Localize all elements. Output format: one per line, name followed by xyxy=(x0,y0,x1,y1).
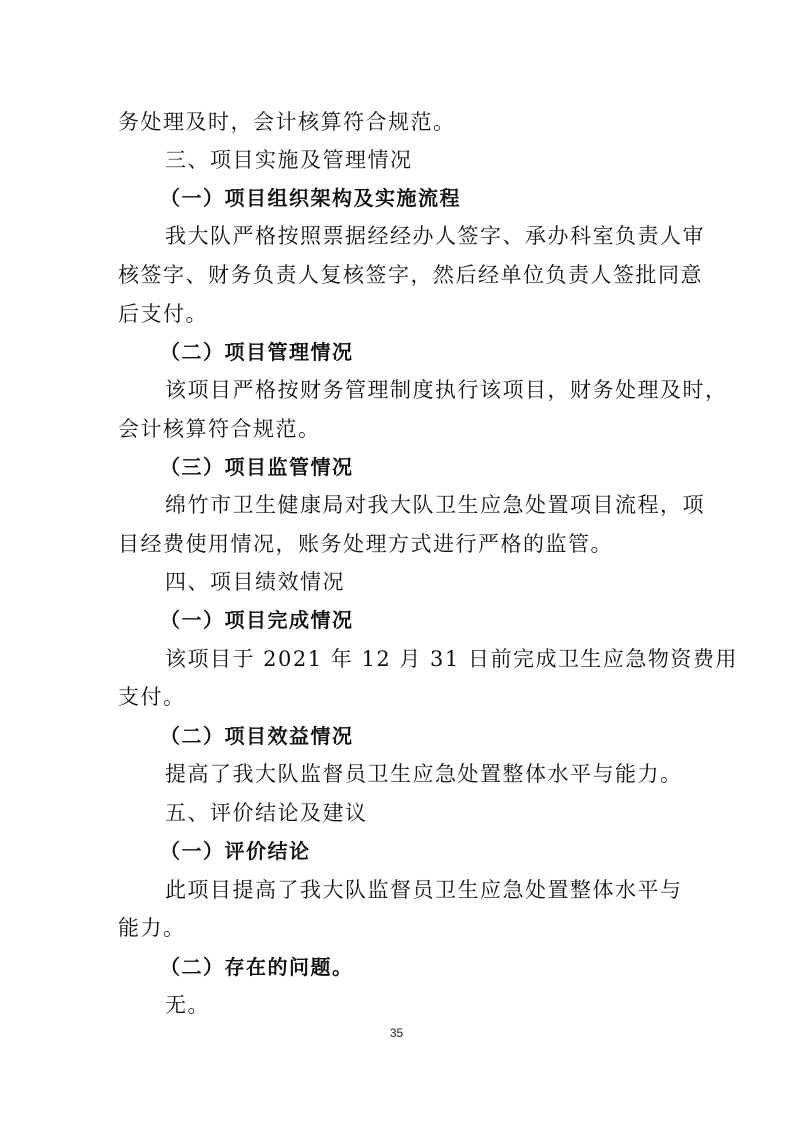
paragraph-line: 支付。 xyxy=(118,685,186,709)
subsection-heading: （一）项目完成情况 xyxy=(160,608,354,632)
subsection-heading: （三）项目监管情况 xyxy=(160,455,354,479)
paragraph-line: 能力。 xyxy=(118,916,186,940)
paragraph-line: 后支付。 xyxy=(118,302,208,326)
subsection-heading: （二）项目管理情况 xyxy=(160,340,354,364)
paragraph-line: 核签字、财务负责人复核签字，然后经单位负责人签批同意 xyxy=(118,263,703,287)
paragraph-line: 该项目严格按财务管理制度执行该项目，财务处理及时， xyxy=(165,378,728,402)
paragraph-line: 此项目提高了我大队监督员卫生应急处置整体水平与 xyxy=(165,878,683,902)
subsection-heading: （一）评价结论 xyxy=(160,839,311,863)
section-heading: 三、项目实施及管理情况 xyxy=(165,148,413,172)
paragraph-line: 目经费使用情况，账务处理方式进行严格的监管。 xyxy=(118,532,613,556)
subsection-heading: （二）存在的问题。 xyxy=(160,955,354,979)
paragraph-line: 绵竹市卫生健康局对我大队卫生应急处置项目流程，项 xyxy=(165,493,705,517)
paragraph-line: 提高了我大队监督员卫生应急处置整体水平与能力。 xyxy=(165,762,683,786)
section-heading: 五、评价结论及建议 xyxy=(165,801,368,825)
page-number: 35 xyxy=(389,1026,404,1040)
paragraph-line: 会计核算符合规范。 xyxy=(118,417,321,441)
paragraph-line: 我大队严格按照票据经经办人签字、承办科室负责人审 xyxy=(165,224,705,248)
subsection-heading: （一）项目组织架构及实施流程 xyxy=(160,186,461,210)
paragraph-line: 该项目于 2021 年 12 月 31 日前完成卫生应急物资费用 xyxy=(165,647,738,671)
paragraph-line: 无。 xyxy=(165,993,210,1017)
section-heading: 四、项目绩效情况 xyxy=(165,570,345,594)
paragraph-line: 务处理及时，会计核算符合规范。 xyxy=(118,110,456,134)
subsection-heading: （二）项目效益情况 xyxy=(160,724,354,748)
